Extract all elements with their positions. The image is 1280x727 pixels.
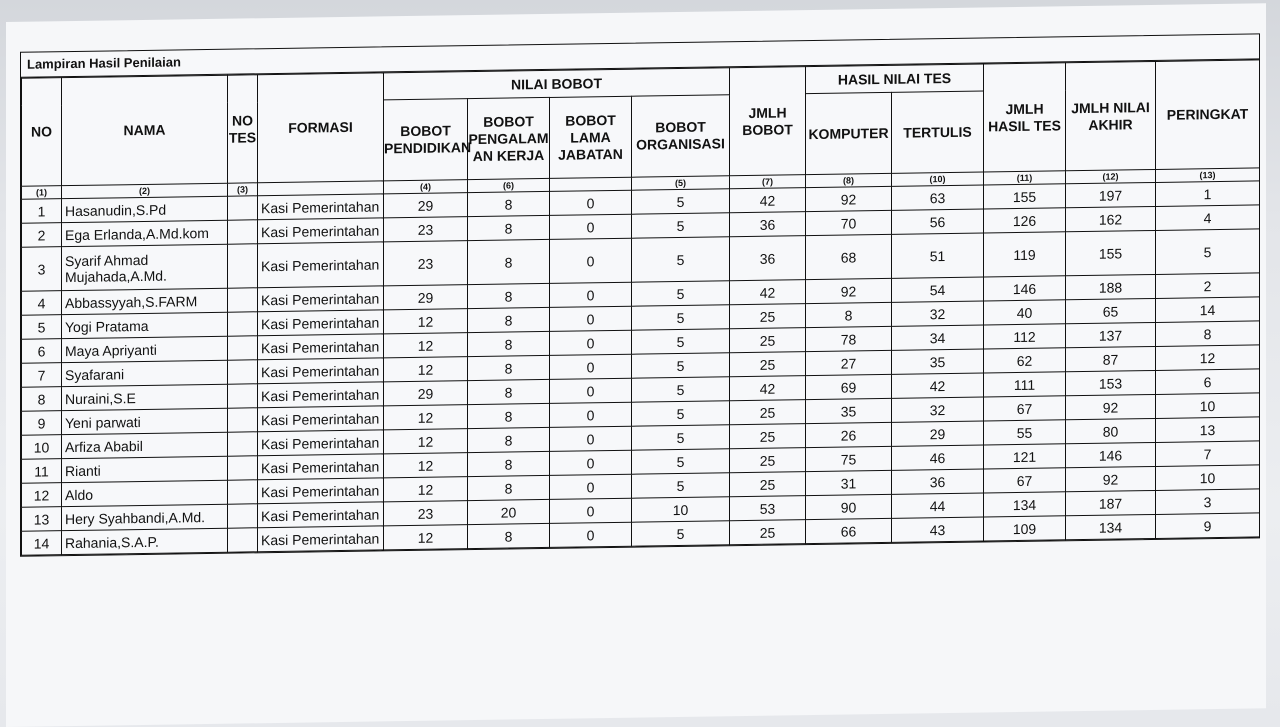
paper-sheet — [6, 3, 1266, 727]
cell-jmlh-hasil-tes: 119 — [984, 232, 1066, 277]
cell-bobot-pengalaman: 8 — [468, 239, 550, 284]
cell-nama: Ega Erlanda,A.Md.kom — [62, 220, 228, 246]
cell-komputer: 92 — [806, 186, 892, 211]
cell-bobot-pengalaman: 8 — [468, 191, 550, 216]
cell-komputer: 92 — [806, 278, 892, 303]
cell-bobot-lama-jabatan: 0 — [550, 238, 632, 283]
header-hasil-nilai-tes: HASIL NILAI TES — [806, 64, 984, 94]
header-nilai-bobot: NILAI BOBOT — [384, 68, 730, 100]
cell-formasi: Kasi Pemerintahan — [258, 358, 384, 384]
header-jmlh-hasil-tes: JMLH HASIL TES — [984, 63, 1066, 172]
cell-jmlh-bobot: 36 — [730, 236, 806, 281]
cell-no: 6 — [22, 339, 62, 364]
cell-bobot-pendidikan: 12 — [384, 525, 468, 550]
column-index-cell: (4) — [384, 180, 468, 194]
cell-tertulis: 32 — [892, 397, 984, 422]
cell-no-tes — [228, 456, 258, 480]
cell-jmlh-bobot: 36 — [730, 212, 806, 237]
header-bobot-organisasi: BOBOT ORGANISASI — [632, 95, 730, 177]
cell-komputer: 8 — [806, 302, 892, 327]
cell-jmlh-bobot: 25 — [730, 520, 806, 545]
cell-jmlh-nilai-akhir: 65 — [1066, 298, 1156, 323]
cell-bobot-lama-jabatan: 0 — [550, 306, 632, 331]
cell-jmlh-hasil-tes: 40 — [984, 300, 1066, 325]
cell-tertulis: 44 — [892, 493, 984, 518]
cell-bobot-pendidikan: 23 — [384, 241, 468, 286]
cell-bobot-pendidikan: 12 — [384, 453, 468, 478]
cell-komputer: 27 — [806, 350, 892, 375]
header-peringkat: PERINGKAT — [1156, 60, 1260, 170]
column-index-cell: (2) — [62, 183, 228, 198]
cell-komputer: 69 — [806, 374, 892, 399]
cell-bobot-pengalaman: 8 — [468, 331, 550, 356]
cell-tertulis: 56 — [892, 209, 984, 234]
cell-bobot-pendidikan: 12 — [384, 429, 468, 454]
cell-nama: Maya Apriyanti — [62, 336, 228, 362]
cell-formasi: Kasi Pemerintahan — [258, 478, 384, 504]
column-index-cell: (8) — [806, 173, 892, 187]
cell-bobot-organisasi: 5 — [632, 329, 730, 354]
cell-bobot-lama-jabatan: 0 — [550, 354, 632, 379]
cell-formasi: Kasi Pemerintahan — [258, 218, 384, 244]
cell-formasi: Kasi Pemerintahan — [258, 310, 384, 336]
cell-tertulis: 29 — [892, 421, 984, 446]
cell-jmlh-nilai-akhir: 197 — [1066, 182, 1156, 207]
cell-bobot-lama-jabatan: 0 — [550, 474, 632, 499]
results-table-frame — [20, 33, 1260, 556]
header-bobot-lama-jabatan: BOBOT LAMA JABATAN — [550, 96, 632, 178]
cell-no: 3 — [22, 247, 62, 292]
cell-nama: Rahania,S.A.P. — [62, 528, 228, 554]
results-table — [21, 59, 1260, 555]
cell-bobot-pendidikan: 29 — [384, 285, 468, 310]
cell-bobot-pendidikan: 12 — [384, 309, 468, 334]
cell-no-tes — [228, 480, 258, 504]
cell-jmlh-bobot: 25 — [730, 328, 806, 353]
cell-tertulis: 34 — [892, 325, 984, 350]
cell-bobot-organisasi: 5 — [632, 425, 730, 450]
cell-no: 1 — [22, 199, 62, 224]
header-no: NO — [22, 78, 62, 187]
cell-jmlh-hasil-tes: 55 — [984, 420, 1066, 445]
header-formasi: FORMASI — [258, 73, 384, 183]
cell-bobot-lama-jabatan: 0 — [550, 402, 632, 427]
cell-nama: Syarif Ahmad Mujahada,A.Md. — [62, 244, 228, 290]
cell-tertulis: 46 — [892, 445, 984, 470]
cell-nama: Yeni parwati — [62, 408, 228, 434]
cell-formasi: Kasi Pemerintahan — [258, 194, 384, 220]
cell-nama: Rianti — [62, 456, 228, 482]
cell-bobot-pengalaman: 8 — [468, 403, 550, 428]
cell-jmlh-nilai-akhir: 92 — [1066, 466, 1156, 491]
cell-no-tes — [228, 360, 258, 384]
cell-peringkat: 6 — [1156, 369, 1260, 395]
cell-tertulis: 54 — [892, 277, 984, 302]
table-caption: Lampiran Hasil Penilaian — [21, 34, 1259, 77]
cell-jmlh-hasil-tes: 67 — [984, 468, 1066, 493]
cell-no: 8 — [22, 387, 62, 412]
cell-jmlh-bobot: 25 — [730, 352, 806, 377]
cell-no-tes — [228, 384, 258, 408]
cell-bobot-lama-jabatan: 0 — [550, 450, 632, 475]
cell-bobot-lama-jabatan: 0 — [550, 378, 632, 403]
cell-jmlh-nilai-akhir: 87 — [1066, 346, 1156, 371]
cell-tertulis: 32 — [892, 301, 984, 326]
cell-bobot-pengalaman: 8 — [468, 307, 550, 332]
cell-formasi: Kasi Pemerintahan — [258, 242, 384, 288]
cell-komputer: 31 — [806, 470, 892, 495]
cell-bobot-lama-jabatan: 0 — [550, 282, 632, 307]
cell-bobot-lama-jabatan: 0 — [550, 214, 632, 239]
cell-jmlh-bobot: 25 — [730, 424, 806, 449]
cell-no: 7 — [22, 363, 62, 388]
cell-peringkat: 8 — [1156, 321, 1260, 347]
cell-nama: Syafarani — [62, 360, 228, 386]
cell-tertulis: 63 — [892, 185, 984, 210]
cell-tertulis: 35 — [892, 349, 984, 374]
cell-bobot-lama-jabatan: 0 — [550, 498, 632, 523]
cell-bobot-lama-jabatan: 0 — [550, 426, 632, 451]
cell-jmlh-nilai-akhir: 92 — [1066, 394, 1156, 419]
cell-jmlh-hasil-tes: 111 — [984, 372, 1066, 397]
cell-jmlh-nilai-akhir: 134 — [1066, 514, 1156, 539]
cell-no: 12 — [22, 483, 62, 508]
cell-bobot-organisasi: 5 — [632, 281, 730, 306]
cell-no-tes — [228, 432, 258, 456]
cell-jmlh-bobot: 53 — [730, 496, 806, 521]
cell-no-tes — [228, 244, 258, 288]
cell-jmlh-hasil-tes: 126 — [984, 208, 1066, 233]
cell-peringkat: 2 — [1156, 273, 1260, 299]
cell-no: 9 — [22, 411, 62, 436]
cell-peringkat: 12 — [1156, 345, 1260, 371]
cell-jmlh-hasil-tes: 121 — [984, 444, 1066, 469]
cell-jmlh-hasil-tes: 109 — [984, 516, 1066, 541]
cell-bobot-pendidikan: 12 — [384, 477, 468, 502]
cell-no: 4 — [22, 291, 62, 316]
cell-nama: Hery Syahbandi,A.Md. — [62, 504, 228, 530]
column-index-cell: (6) — [468, 178, 550, 192]
cell-jmlh-hasil-tes: 67 — [984, 396, 1066, 421]
table-body — [22, 181, 1260, 555]
cell-komputer: 90 — [806, 494, 892, 519]
cell-formasi: Kasi Pemerintahan — [258, 334, 384, 360]
cell-bobot-organisasi: 5 — [632, 449, 730, 474]
cell-no-tes — [228, 336, 258, 360]
cell-bobot-pendidikan: 29 — [384, 193, 468, 218]
column-index-cell: (12) — [1066, 169, 1156, 183]
cell-formasi: Kasi Pemerintahan — [258, 502, 384, 528]
cell-tertulis: 51 — [892, 233, 984, 278]
cell-jmlh-hasil-tes: 112 — [984, 324, 1066, 349]
cell-bobot-pendidikan: 23 — [384, 501, 468, 526]
cell-no: 10 — [22, 435, 62, 460]
cell-no-tes — [228, 408, 258, 432]
cell-bobot-pengalaman: 20 — [468, 499, 550, 524]
column-index-cell: (5) — [632, 176, 730, 190]
cell-bobot-pendidikan: 29 — [384, 381, 468, 406]
cell-tertulis: 36 — [892, 469, 984, 494]
cell-peringkat: 1 — [1156, 181, 1260, 207]
cell-peringkat: 9 — [1156, 513, 1260, 539]
cell-nama: Arfiza Ababil — [62, 432, 228, 458]
cell-bobot-lama-jabatan: 0 — [550, 522, 632, 547]
cell-komputer: 68 — [806, 234, 892, 279]
cell-no-tes — [228, 220, 258, 244]
cell-tertulis: 43 — [892, 517, 984, 542]
cell-tertulis: 42 — [892, 373, 984, 398]
cell-jmlh-nilai-akhir: 187 — [1066, 490, 1156, 515]
cell-bobot-pengalaman: 8 — [468, 427, 550, 452]
cell-no: 14 — [22, 531, 62, 556]
cell-bobot-organisasi: 10 — [632, 497, 730, 522]
cell-formasi: Kasi Pemerintahan — [258, 526, 384, 552]
cell-jmlh-nilai-akhir: 155 — [1066, 230, 1156, 275]
cell-jmlh-nilai-akhir: 153 — [1066, 370, 1156, 395]
cell-jmlh-bobot: 25 — [730, 304, 806, 329]
header-bobot-pendidikan: BOBOT PENDIDIKAN — [384, 99, 468, 181]
cell-no: 11 — [22, 459, 62, 484]
cell-bobot-organisasi: 5 — [632, 353, 730, 378]
cell-bobot-pengalaman: 8 — [468, 475, 550, 500]
cell-bobot-pengalaman: 8 — [468, 523, 550, 548]
cell-no-tes — [228, 504, 258, 528]
column-index-cell: (7) — [730, 175, 806, 189]
cell-bobot-pendidikan: 23 — [384, 217, 468, 242]
cell-bobot-lama-jabatan: 0 — [550, 330, 632, 355]
cell-bobot-organisasi: 5 — [632, 189, 730, 214]
cell-peringkat: 4 — [1156, 205, 1260, 231]
cell-komputer: 78 — [806, 326, 892, 351]
cell-bobot-lama-jabatan: 0 — [550, 190, 632, 215]
column-index-cell: (10) — [892, 172, 984, 186]
cell-jmlh-bobot: 25 — [730, 400, 806, 425]
cell-nama: Yogi Pratama — [62, 312, 228, 338]
cell-formasi: Kasi Pemerintahan — [258, 406, 384, 432]
cell-jmlh-bobot: 25 — [730, 448, 806, 473]
cell-jmlh-bobot: 25 — [730, 472, 806, 497]
cell-peringkat: 10 — [1156, 465, 1260, 491]
cell-no-tes — [228, 196, 258, 220]
cell-jmlh-nilai-akhir: 80 — [1066, 418, 1156, 443]
cell-bobot-organisasi: 5 — [632, 377, 730, 402]
cell-formasi: Kasi Pemerintahan — [258, 454, 384, 480]
cell-bobot-pengalaman: 8 — [468, 283, 550, 308]
header-bobot-pengalaman: BOBOT PENGALAM AN KERJA — [468, 97, 550, 179]
cell-bobot-organisasi: 5 — [632, 237, 730, 282]
cell-jmlh-bobot: 42 — [730, 188, 806, 213]
cell-jmlh-hasil-tes: 146 — [984, 276, 1066, 301]
header-tertulis: TERTULIS — [892, 91, 984, 173]
cell-nama: Nuraini,S.E — [62, 384, 228, 410]
cell-no: 5 — [22, 315, 62, 340]
cell-jmlh-hasil-tes: 155 — [984, 184, 1066, 209]
cell-peringkat: 3 — [1156, 489, 1260, 515]
cell-nama: Aldo — [62, 480, 228, 506]
cell-no-tes — [228, 312, 258, 336]
cell-bobot-pendidikan: 12 — [384, 357, 468, 382]
cell-bobot-organisasi: 5 — [632, 305, 730, 330]
header-jmlh-nilai-akhir: JMLH NILAI AKHIR — [1066, 61, 1156, 170]
cell-komputer: 66 — [806, 518, 892, 543]
cell-bobot-pengalaman: 8 — [468, 451, 550, 476]
cell-peringkat: 5 — [1156, 229, 1260, 275]
header-komputer: KOMPUTER — [806, 92, 892, 174]
cell-no-tes — [228, 288, 258, 312]
column-index-cell — [550, 177, 632, 191]
cell-jmlh-bobot: 42 — [730, 376, 806, 401]
header-nama: NAMA — [62, 75, 228, 185]
cell-bobot-pengalaman: 8 — [468, 379, 550, 404]
cell-formasi: Kasi Pemerintahan — [258, 382, 384, 408]
cell-peringkat: 10 — [1156, 393, 1260, 419]
cell-bobot-pendidikan: 12 — [384, 405, 468, 430]
cell-komputer: 26 — [806, 422, 892, 447]
cell-jmlh-hasil-tes: 134 — [984, 492, 1066, 517]
cell-jmlh-bobot: 42 — [730, 280, 806, 305]
cell-nama: Hasanudin,S.Pd — [62, 196, 228, 222]
header-jmlh-bobot: JMLH BOBOT — [730, 67, 806, 176]
cell-komputer: 70 — [806, 210, 892, 235]
cell-komputer: 35 — [806, 398, 892, 423]
cell-bobot-pengalaman: 8 — [468, 215, 550, 240]
cell-formasi: Kasi Pemerintahan — [258, 286, 384, 312]
cell-komputer: 75 — [806, 446, 892, 471]
cell-bobot-organisasi: 5 — [632, 401, 730, 426]
column-index-cell: (13) — [1156, 168, 1260, 183]
cell-bobot-organisasi: 5 — [632, 213, 730, 238]
header-no-tes: NO TES — [228, 75, 258, 183]
cell-no-tes — [228, 528, 258, 552]
cell-peringkat: 14 — [1156, 297, 1260, 323]
column-index-cell: (11) — [984, 171, 1066, 185]
cell-peringkat: 7 — [1156, 441, 1260, 467]
cell-bobot-pengalaman: 8 — [468, 355, 550, 380]
cell-peringkat: 13 — [1156, 417, 1260, 443]
column-index-cell: (1) — [22, 186, 62, 200]
cell-no: 13 — [22, 507, 62, 532]
cell-formasi: Kasi Pemerintahan — [258, 430, 384, 456]
cell-jmlh-nilai-akhir: 188 — [1066, 274, 1156, 299]
cell-bobot-pendidikan: 12 — [384, 333, 468, 358]
cell-jmlh-nilai-akhir: 146 — [1066, 442, 1156, 467]
column-index-cell: (3) — [228, 183, 258, 196]
cell-nama: Abbassyyah,S.FARM — [62, 288, 228, 314]
cell-bobot-organisasi: 5 — [632, 473, 730, 498]
cell-no: 2 — [22, 223, 62, 248]
cell-jmlh-nilai-akhir: 162 — [1066, 206, 1156, 231]
cell-jmlh-hasil-tes: 62 — [984, 348, 1066, 373]
cell-bobot-organisasi: 5 — [632, 521, 730, 546]
cell-jmlh-nilai-akhir: 137 — [1066, 322, 1156, 347]
